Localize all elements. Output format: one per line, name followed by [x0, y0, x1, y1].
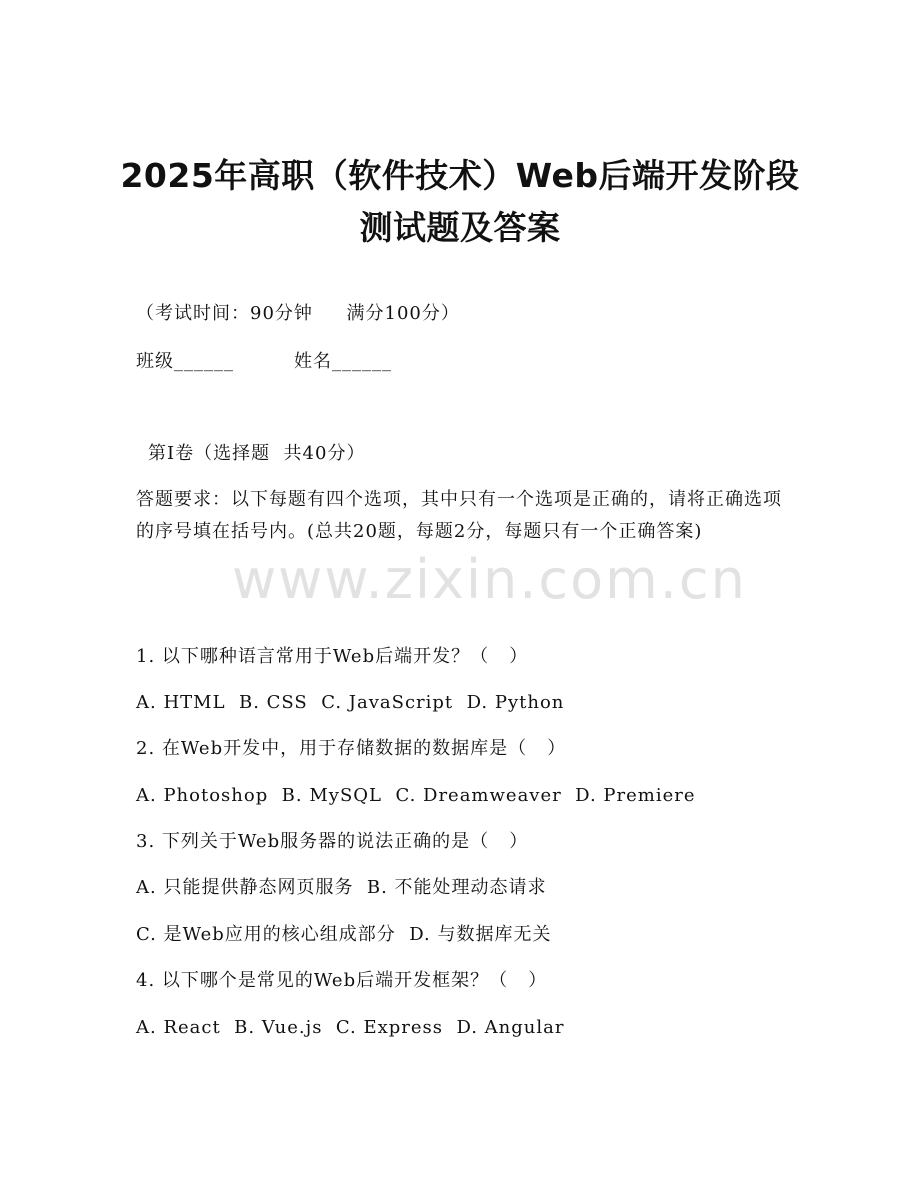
- title-line-2: 测试题及答案: [359, 208, 561, 247]
- exam-info: （考试时间：90分钟 满分100分）: [136, 303, 460, 324]
- question-options: A. 只能提供静态网页服务 B. 不能处理动态请求: [136, 877, 547, 898]
- question-stem: 3. 下列关于Web服务器的说法正确的是（ ）: [136, 831, 529, 852]
- title-line-1: 2025年高职（软件技术）Web后端开发阶段: [120, 156, 800, 195]
- question-options: A. Photoshop B. MySQL C. Dreamweaver D. Premiere: [136, 785, 696, 806]
- question-options: C. 是Web应用的核心组成部分 D. 与数据库无关: [136, 924, 552, 945]
- question-stem: 1. 以下哪种语言常用于Web后端开发？（ ）: [136, 646, 529, 667]
- name-label: 姓名______: [294, 351, 392, 372]
- question-options: A. React B. Vue.js C. Express D. Angular: [136, 1017, 565, 1038]
- instructions: 答题要求：以下每题有四个选项，其中只有一个选项是正确的，请将正确选项的序号填在括号内。(总共20题，每题2分，每题只有一个正确答案): [136, 489, 782, 542]
- watermark-text: www.zixin.com.cn: [232, 548, 747, 611]
- question-options: A. HTML B. CSS C. JavaScript D. Python: [136, 692, 565, 713]
- question-stem: 2. 在Web开发中，用于存储数据的数据库是（ ）: [136, 738, 567, 759]
- document-title: [60, 150, 860, 254]
- question-stem: 4. 以下哪个是常见的Web后端开发框架？（ ）: [136, 970, 548, 991]
- class-label: 班级______: [136, 351, 234, 372]
- section-header: 第I卷（选择题 共40分）: [148, 443, 366, 464]
